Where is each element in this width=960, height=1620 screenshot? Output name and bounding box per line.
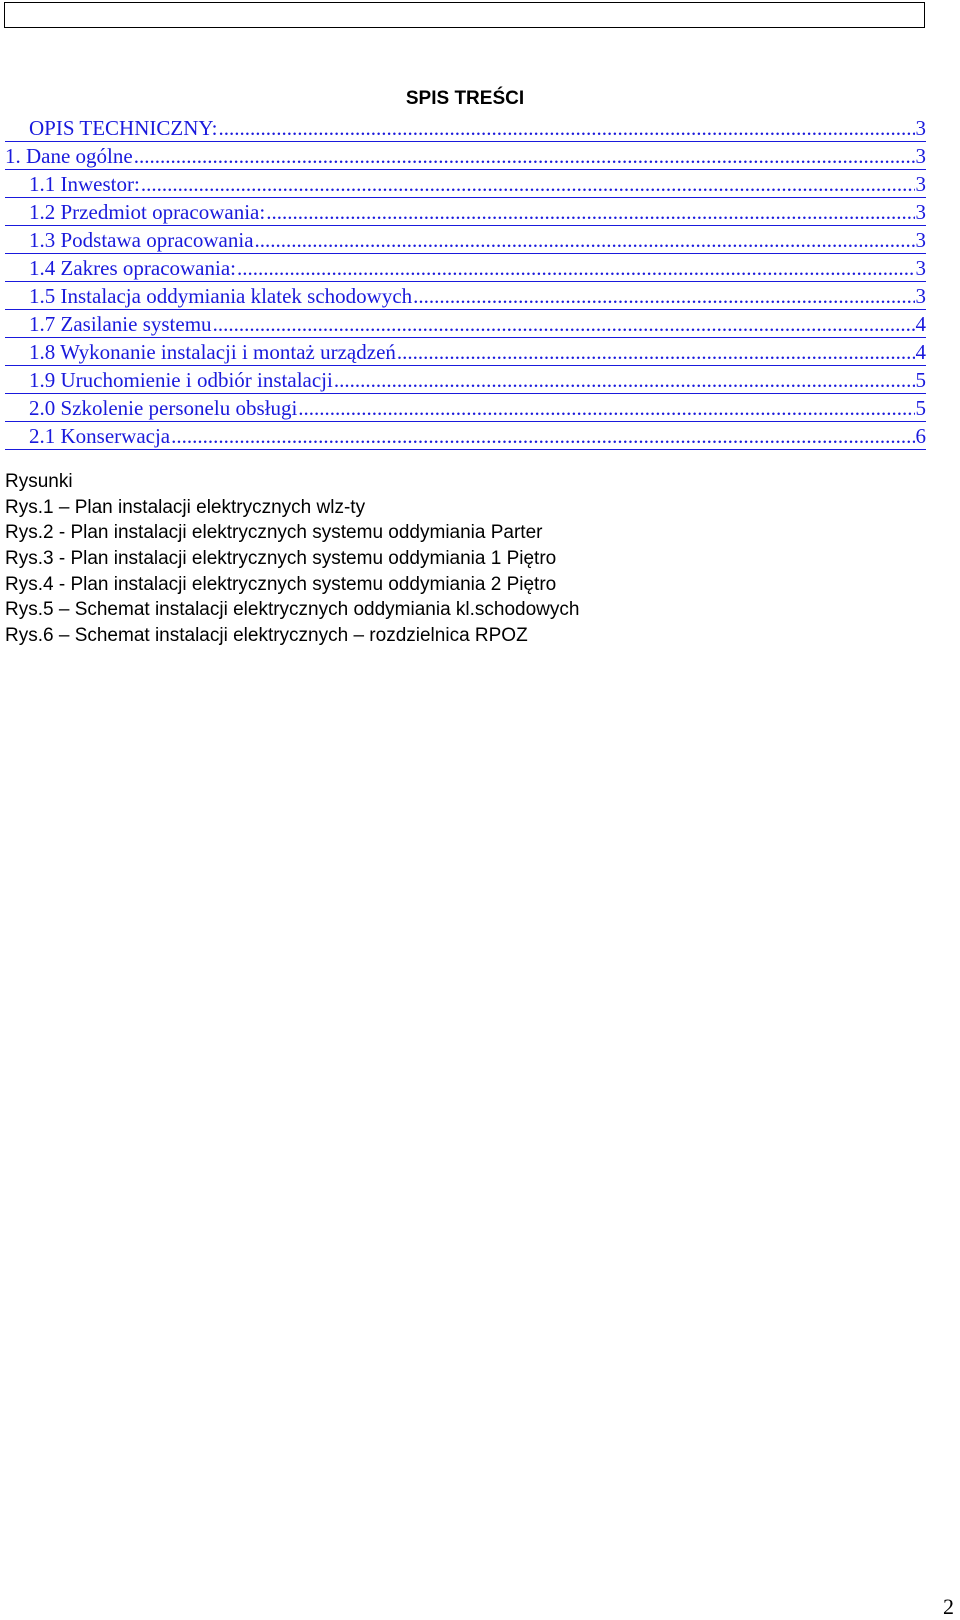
toc-entry-title: 1.2 Przedmiot opracowania: (29, 200, 266, 224)
toc-entry-page: 3 (915, 284, 926, 308)
figures-list (5, 469, 926, 649)
toc-dot-leader (255, 226, 915, 254)
toc-entry-title: 1.1 Inwestor: (29, 172, 140, 196)
toc-entry-opis-techniczny[interactable] (5, 114, 926, 142)
toc-entry-page: 4 (915, 312, 926, 336)
toc-entry-podstawa-opracowania[interactable] (5, 226, 926, 254)
toc-entry-zakres-opracowania[interactable] (5, 254, 926, 282)
toc-entry-title: 1.7 Zasilanie systemu (29, 312, 212, 336)
table-of-contents (5, 114, 926, 450)
toc-entry-dane-ogolne[interactable] (5, 142, 926, 170)
toc-entry-page: 5 (915, 396, 926, 420)
toc-entry-page: 3 (915, 116, 926, 140)
toc-entry-title: 1. Dane ogólne (5, 144, 133, 168)
toc-entry-page: 4 (915, 340, 926, 364)
toc-entry-page: 6 (915, 424, 926, 448)
page-number: 2 (943, 1594, 954, 1619)
toc-entry-title: 2.0 Szkolenie personelu obsługi (29, 396, 298, 420)
toc-dot-leader (218, 114, 914, 142)
figure-item: Rys.1 – Plan instalacji elektrycznych wlz-ty (5, 496, 366, 518)
toc-entry-page: 3 (915, 228, 926, 252)
toc-entry-inwestor[interactable] (5, 170, 926, 198)
toc-entry-wykonanie-instalacji[interactable] (5, 338, 926, 366)
toc-entry-title: OPIS TECHNICZNY: (29, 116, 218, 140)
toc-dot-leader (134, 142, 915, 170)
toc-entry-title: 1.8 Wykonanie instalacji i montaż urządzeń (29, 340, 396, 364)
toc-entry-zasilanie-systemu[interactable] (5, 310, 926, 338)
toc-dot-leader (413, 282, 914, 310)
toc-entry-instalacja-oddymiania[interactable] (5, 282, 926, 310)
toc-entry-page: 3 (915, 200, 926, 224)
toc-entry-page: 3 (915, 144, 926, 168)
toc-entry-uruchomienie-i-odbior[interactable] (5, 366, 926, 394)
figure-item: Rys.6 – Schemat instalacji elektrycznych – rozdzielnica RPOZ (5, 625, 528, 647)
toc-dot-leader (334, 366, 915, 394)
toc-entry-przedmiot-opracowania[interactable] (5, 198, 926, 226)
toc-entry-szkolenie-personelu[interactable] (5, 394, 926, 422)
toc-dot-leader (237, 254, 915, 282)
toc-entry-title: 2.1 Konserwacja (29, 424, 171, 448)
toc-heading: SPIS TREŚCI (405, 88, 525, 109)
toc-dot-leader (298, 394, 914, 422)
toc-dot-leader (171, 422, 914, 450)
toc-dot-leader (397, 338, 915, 366)
toc-entry-title: 1.5 Instalacja oddymiania klatek schodowych (29, 284, 413, 308)
figure-item: Rys.5 – Schemat instalacji elektrycznych oddymiania kl.schodowych (5, 599, 580, 621)
figures-heading: Rysunki (5, 471, 73, 492)
toc-entry-title: 1.3 Podstawa opracowania (29, 228, 254, 252)
toc-entry-page: 3 (915, 172, 926, 196)
toc-dot-leader (266, 198, 914, 226)
figure-item: Rys.3 - Plan instalacji elektrycznych systemu oddymiania 1 Piętro (5, 548, 557, 570)
figure-item: Rys.2 - Plan instalacji elektrycznych systemu oddymiania Parter (5, 522, 543, 544)
toc-entry-title: 1.4 Zakres opracowania: (29, 256, 236, 280)
toc-entry-page: 5 (915, 368, 926, 392)
toc-entry-title: 1.9 Uruchomienie i odbiór instalacji (29, 368, 333, 392)
toc-dot-leader (213, 310, 915, 338)
toc-dot-leader (141, 170, 915, 198)
toc-entry-page: 3 (915, 256, 926, 280)
figure-item: Rys.4 - Plan instalacji elektrycznych systemu oddymiania 2 Piętro (5, 573, 557, 595)
header-frame (4, 2, 925, 28)
toc-entry-konserwacja[interactable] (5, 422, 926, 450)
